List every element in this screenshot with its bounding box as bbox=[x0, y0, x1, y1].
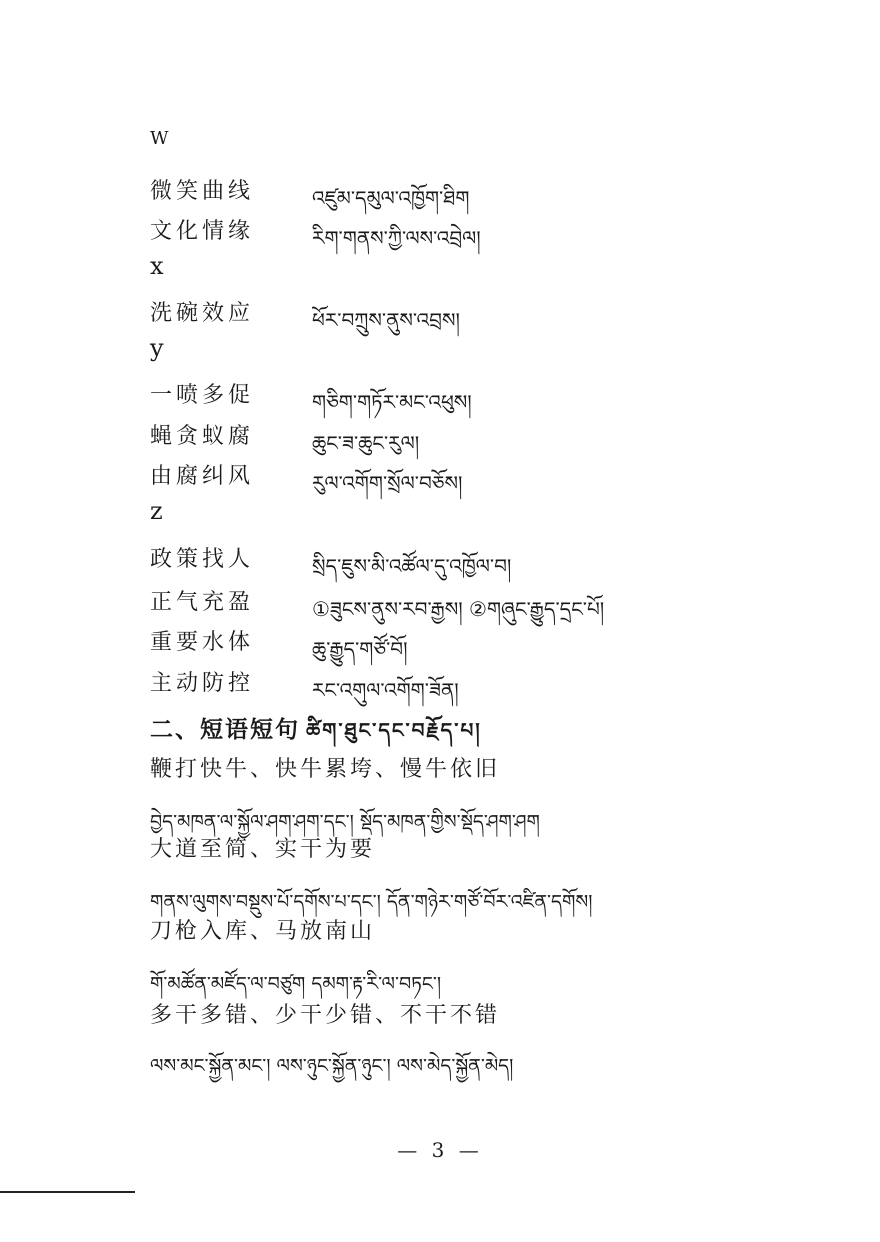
term-zh: 微笑曲线 bbox=[150, 179, 255, 204]
term-zh: 文化情缘 bbox=[150, 219, 255, 244]
page-number: — 3 — bbox=[397, 1138, 483, 1162]
term-zh: 主动防控 bbox=[150, 671, 255, 696]
section-letter-x: x bbox=[150, 252, 164, 280]
term-zh: 重要水体 bbox=[150, 630, 255, 655]
term-bo: གཅིག་གཏོར་མང་འཕུས། bbox=[312, 390, 472, 414]
term-bo: སྲིད་ཇུས་མི་འཚོལ་དུ་འཁྱོལ་བ། bbox=[312, 554, 512, 578]
phrase-zh: 刀枪入库、马放南山 bbox=[150, 919, 376, 944]
phrase-zh: 多干多错、少干少错、不干不错 bbox=[150, 1003, 501, 1028]
phrase-bo: གོ་མཚོན་མཛོད་ལ་བཙུག དམག་རྟ་རི་ལ་བཏང་། bbox=[150, 973, 442, 995]
term-bo: ཆུ་རྒྱུད་གཙོ་བོ། bbox=[312, 637, 408, 661]
term-bo: ཕོར་བཀྲུས་ནུས་འབྲས། bbox=[312, 308, 460, 332]
phrase-bo: བྱེད་མཁན་ལ་སྐྱོལ་ཤག་ཤག་དང་། སྡོད་མཁན་གྱིས་སྡོད་ཤག་ཤག bbox=[150, 811, 540, 833]
term-zh: 一喷多促 bbox=[150, 383, 255, 408]
term-bo: ①ཟུངས་ནུས་རབ་རྒྱས། ②གཞུང་རྒྱུད་དྲང་པོ། bbox=[312, 597, 605, 621]
term-bo: རིག་གནས་ཀྱི་ལས་འབྲེལ། bbox=[312, 226, 481, 250]
term-zh: 蝇贪蚁腐 bbox=[150, 424, 255, 449]
term-bo: འཛུམ་དམུལ་འཁྱོག་ཐིག bbox=[312, 186, 470, 210]
section-letter-z: z bbox=[150, 497, 163, 525]
term-bo: རང་འགུལ་འགོག་ཟོན། bbox=[312, 678, 459, 702]
phrase-zh: 大道至简、实干为要 bbox=[150, 837, 376, 862]
term-zh: 洗碗效应 bbox=[150, 301, 255, 326]
phrase-bo: ལས་མང་སྐྱོན་མང་། ལས་ཉུང་སྐྱོན་ཉུང་། ལས་མེད་སྐྱོན་མེད། bbox=[150, 1055, 514, 1077]
term-zh: 由腐纠风 bbox=[150, 464, 255, 489]
section-letter-y: y bbox=[150, 334, 164, 362]
phrase-zh: 鞭打快牛、快牛累垮、慢牛依旧 bbox=[150, 757, 501, 782]
term-zh: 正气充盈 bbox=[150, 590, 255, 615]
term-bo: རུལ་འགོག་སྲོལ་བཅོས། bbox=[312, 471, 463, 495]
section-letter-w: W bbox=[150, 128, 169, 149]
footer-rule bbox=[0, 1191, 135, 1193]
term-bo: ཆུང་ཟ་ཆུང་རུལ། bbox=[312, 431, 420, 455]
section-heading-zh: 二、短语短句 bbox=[150, 716, 300, 743]
section-heading-bo: ཚིག་ཐུང་དང་བརྗོད་པ། bbox=[306, 718, 482, 742]
phrase-bo: གནས་ལུགས་བསྡུས་པོ་དགོས་པ་དང་། དོན་གཉེར་གཙོ་བོར་འཛིན་དགོས། bbox=[150, 891, 593, 913]
term-zh: 政策找人 bbox=[150, 547, 255, 572]
